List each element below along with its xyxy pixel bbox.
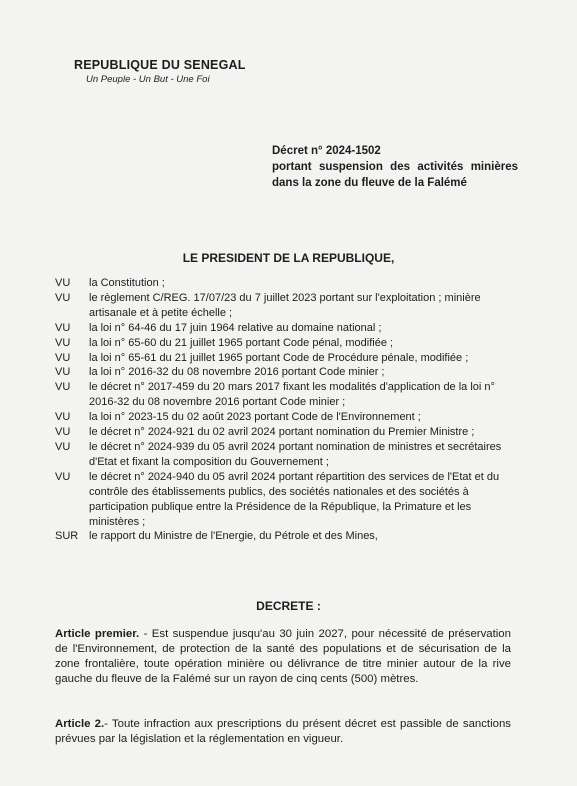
visa-text: le décret n° 2024-921 du 02 avril 2024 portant nomination du Premier Ministre ; (89, 426, 475, 439)
national-motto: Un Peuple - Un But - Une Foi (86, 74, 210, 85)
visa-keyword: VU (55, 381, 71, 394)
article-1 (55, 627, 511, 687)
visa-item (55, 336, 520, 351)
visa-keyword: VU (55, 321, 71, 334)
visa-keyword: SUR (55, 530, 79, 543)
visa-item (55, 425, 520, 440)
visa-item (55, 440, 520, 470)
visa-item (55, 276, 520, 291)
visa-keyword: VU (55, 277, 71, 289)
visa-item (55, 321, 520, 336)
article-text: - Est suspendue jusqu'au 30 juin 2027, pour nécessité de préservation de l'Environnement, de protection de la santé des populations et de sécurisation de la zone frontalière, toute opération minière ou délivrance de titre minier autour de la rive gauche du fleuve de la Falémé sur un rayon de cinq cents (500) mètres. (55, 628, 511, 685)
visa-item (55, 365, 520, 380)
republic-name: REPUBLIQUE DU SENEGAL (74, 58, 246, 72)
visa-item (55, 380, 520, 410)
article-text: - Toute infraction aux prescriptions du présent décret est passible de sanctions prévues par la législation et la réglementation en vigueur. (55, 718, 511, 745)
visa-text: la loi n° 65-60 du 21 juillet 1965 portant Code pénal, modifiée ; (89, 336, 394, 349)
decree-subtitle: portant suspension des activités minières dans la zone du fleuve de la Falémé (272, 161, 518, 189)
visa-item (55, 351, 520, 366)
visa-text: le décret n° 2024-940 du 05 avril 2024 portant répartition des services de l'Etat et du contrôle des établissements publics, des sociétés nationales et des sociétés à participation publique entre la Présidence de la République, la Primature et les ministères ; (89, 470, 500, 528)
visa-text: la Constitution ; (89, 277, 165, 289)
visa-text: le règlement C/REG. 17/07/23 du 7 juillet 2023 portant sur l'exploitation ; minière artisanale et à petite échelle ; (89, 291, 481, 319)
visa-item (55, 470, 520, 530)
visas-list (55, 276, 520, 544)
decree-title-block (272, 143, 518, 191)
visa-keyword: VU (55, 426, 71, 439)
visa-text: la loi n° 64-46 du 17 juin 1964 relative au domaine national ; (89, 321, 382, 334)
article-label: Article 2. (55, 718, 105, 730)
visa-text: la loi n° 2016-32 du 08 novembre 2016 portant Code minier ; (89, 366, 385, 379)
letterhead (74, 58, 246, 85)
visa-text: la loi n° 65-61 du 21 juillet 1965 portant Code de Procédure pénale, modifiée ; (89, 351, 469, 364)
visa-keyword: VU (55, 411, 71, 424)
visa-text: le décret n° 2017-459 du 20 mars 2017 fixant les modalités d'application de la loi n° 2016-32 du 08 novembre 2016 portant Code minier ; (89, 381, 495, 409)
visa-keyword: VU (55, 291, 71, 304)
decree-number: 2024-1502 (325, 145, 381, 157)
decree-number-label: Décret n° (272, 145, 323, 157)
visa-item (55, 529, 520, 544)
decree-number-line (272, 143, 518, 159)
article-label: Article premier. (55, 628, 140, 640)
visa-keyword: VU (55, 440, 71, 453)
visa-text: la loi n° 2023-15 du 02 août 2023 portant Code de l'Environnement ; (89, 411, 421, 424)
visa-item (55, 291, 520, 321)
decrete-heading: DECRETE : (256, 599, 321, 613)
visa-keyword: VU (55, 336, 71, 349)
visa-keyword: VU (55, 351, 71, 364)
visa-keyword: VU (55, 470, 71, 483)
visa-text: le décret n° 2024-939 du 05 avril 2024 portant nomination de ministres et secrétaires d'Etat et fixant la composition du Gouvernement ; (89, 440, 502, 468)
visa-item (55, 410, 520, 425)
visa-text: le rapport du Ministre de l'Energie, du Pétrole et des Mines, (89, 530, 378, 543)
visa-keyword: VU (55, 366, 71, 379)
president-heading: LE PRESIDENT DE LA REPUBLIQUE, (182, 251, 395, 265)
article-2 (55, 717, 511, 747)
